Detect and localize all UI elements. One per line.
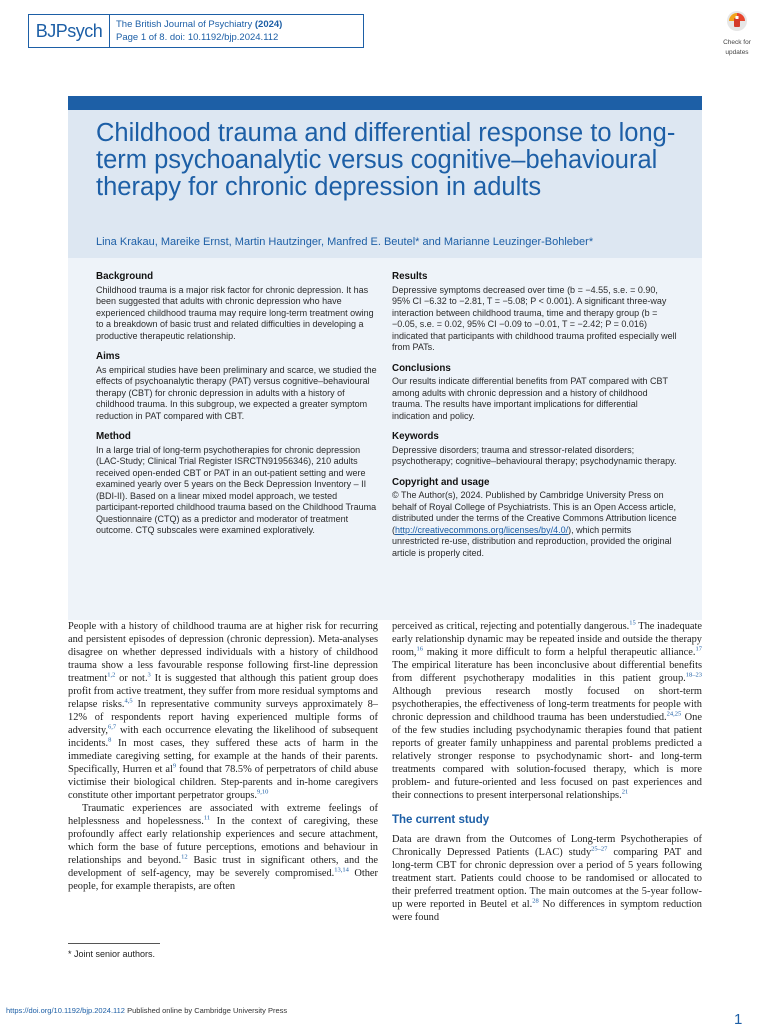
copyright-text-a: © The Author(s), 2024. Published by Cambridge University Press on behalf of Royal College of Psychiatrists. This is an Open Access article, distributed under the terms of the Creative Commons Attribution licence ( xyxy=(392,490,677,535)
badge-label-1: Check for xyxy=(723,39,751,46)
background-heading: Background xyxy=(96,271,154,282)
citation-ref[interactable]: 21 xyxy=(621,788,629,796)
badge-label-2: updates xyxy=(725,48,749,56)
doi-link[interactable]: https://doi.org/10.1192/bjp.2024.112 xyxy=(6,1006,125,1015)
copyright-text xyxy=(392,490,678,559)
citation-ref[interactable]: 25–27 xyxy=(591,845,608,853)
citation-ref[interactable]: 6,7 xyxy=(108,723,117,731)
footnote: * Joint senior authors. xyxy=(68,949,156,959)
body-text: No differences in symptom reduction were found xyxy=(392,899,702,923)
license-link[interactable]: http://creativecommons.org/licenses/by/4.0/ xyxy=(395,524,569,535)
title-accent-bar xyxy=(68,96,702,110)
published-note: Published online by Cambridge University Press xyxy=(124,1006,288,1015)
article-title: Childhood trauma and differential response to long-term psychoanalytic versus cognitive–behavioural therapy for chronic depression in adults xyxy=(96,119,676,201)
body-text: making it more difficult to form a helpful therapeutic alliance. xyxy=(423,647,696,658)
keywords-heading: Keywords xyxy=(392,431,439,442)
body-text: In most cases, they suffered these acts of harm in the immediate caregiving setting, for example at the hands of their parents. Specifically, Hurren et al xyxy=(68,738,378,775)
journal-title-line xyxy=(116,18,357,31)
citation-ref[interactable]: 11 xyxy=(203,814,211,822)
body-text: People with a history of childhood trauma are at higher risk for recurring and persistent episodes of depression (chronic depression). Meta-analyses disagree on whether depressed individuals with a history of childhood trauma show a less favourable response following first-line depression treatment xyxy=(68,621,378,684)
body-text: Traumatic experiences are associated with extreme feelings of helplessness and hopelessness. xyxy=(68,803,378,827)
background-text: Childhood trauma is a major risk factor for chronic depression. It has been suggested that adults with chronic depression who have experienced childhood trauma may require long-term treatment owing to a breakdown of basic trust and related difficulties in developing a productive therapeutic relationship. xyxy=(96,284,374,341)
copyright-heading: Copyright and usage xyxy=(392,476,490,488)
page-number: 1 xyxy=(734,1011,743,1028)
journal-logo[interactable] xyxy=(28,14,110,48)
body-text: with each occurrence elevating the likelihood of subsequent incidents. xyxy=(68,725,378,749)
method-text: In a large trial of long-term psychotherapies for chronic depression (LAC-Study; Clinical Trial Register ISRCTN91956346), 210 adults received open-ended CBT or PAT in an out-patient setting and were examined yearly over 5 years on the Beck Depression Inventory – II (BDI-II). Based on a linear mixed model approach, we tested participant-reported childhood trauma based on the Childhood Trauma Questionnaire (CTQ) as a predictor and moderator of treatment outcome. CTQ subscales were examined exploratively. xyxy=(96,444,377,535)
abstract-left-column xyxy=(96,271,378,546)
logo-text: BJPsych xyxy=(35,20,103,41)
section-heading: The current study xyxy=(392,814,490,826)
citation-ref[interactable]: 17 xyxy=(695,645,702,653)
citation-ref[interactable]: 13,14 xyxy=(334,866,349,874)
body-text: found that 78.5% of perpetrators of child abuse victimise their biological children. Step-parents and in-home caregivers constitute other important perpetrator groups. xyxy=(68,764,378,801)
journal-name: The British Journal of Psychiatry xyxy=(116,19,253,30)
citation-ref[interactable]: 1,2 xyxy=(107,671,116,679)
journal-year: (2024) xyxy=(254,19,283,30)
body-text: It is suggested that although this patient group does profit from active treatment, they suffer from more residual symptoms and relapse risks. xyxy=(68,673,378,710)
citation-ref[interactable]: 18–23 xyxy=(685,671,702,679)
body-text: In the context of caregiving, these profoundly affect early relationship experiences and secure attachment, which form the base of future perceptions, emotions and behaviour in relationships and beyond. xyxy=(68,816,378,866)
footnote-rule xyxy=(68,943,160,944)
body-paragraph xyxy=(68,620,378,802)
body-paragraph xyxy=(392,833,702,924)
check-updates-icon xyxy=(726,10,748,32)
citation-ref[interactable]: 12 xyxy=(181,853,188,861)
page-info: Page 1 of 8. doi: 10.1192/bjp.2024.112 xyxy=(116,32,279,43)
citation-ref[interactable]: 16 xyxy=(416,645,424,653)
conclusions-text: Our results indicate differential benefits from PAT compared with CBT among adults with chronic depression and a history of childhood trauma. The results have important implications for differential indication and policy. xyxy=(392,376,668,421)
results-text: Depressive symptoms decreased over time (b = −4.55, s.e. = 0.90, 95% CI −6.32 to −2.81, T = −5.08; P < 0.001). A significant three-way interaction between childhood trauma, time and therapy group (b = −0.05, s.e. = 0.02, 95% CI −0.09 to −0.01, T = −2.42; P = 0.016) indicated that participants with childhood trauma profited especially well from PATs. xyxy=(392,284,677,352)
body-text: comparing PAT and long-term CBT for chronic depression over a period of 5 years following treatment start. Patients could choose to be randomised or allocated to their preferred treatment option. The main outcomes at the 5-year follow-up were reported in Beutel et al. xyxy=(392,847,702,910)
citation-ref[interactable]: 3 xyxy=(147,671,151,679)
body-text: Other people, for example therapists, are often xyxy=(68,868,378,892)
citation-ref[interactable]: 9,10 xyxy=(257,788,269,796)
body-text: One of the few studies including psychodynamic therapies found that patient reports of greater family unhappiness and parental problems predicted a relatively stronger response to psychodynamic short- and long-term treatments compared with solution-focused therapy, which is more problem- and future-oriented and less focused on past experiences and their connections to present interpersonal relationships. xyxy=(392,712,702,801)
body-text: The empirical literature has been inconclusive about differential benefits from different psychotherapy modalities in this patient group. xyxy=(392,660,702,684)
method-heading: Method xyxy=(96,431,131,442)
journal-info xyxy=(110,14,364,48)
aims-text: As empirical studies have been preliminary and scarce, we studied the effects of psychoanalytic therapy (PAT) versus cognitive–behavioural therapy (CBT) for chronic depression in adults with a history of childhood trauma. In this subgroup, we expected a greater symptom reduction in PAT compared with CBT. xyxy=(96,364,377,421)
abstract-right-column xyxy=(392,271,678,568)
body-text: or not. xyxy=(115,673,148,684)
citation-ref[interactable]: 9 xyxy=(172,762,177,770)
body-left-column xyxy=(68,620,378,893)
copyright-text-b: ), which permits unrestricted re-use, distribution and reproduction, provided the original article is properly cited. xyxy=(392,524,672,558)
keywords-text: Depressive disorders; trauma and stressor-related disorders; psychotherapy; cognitive–behavioural therapy; psychodynamic therapy. xyxy=(392,444,677,466)
conclusions-heading: Conclusions xyxy=(392,362,451,374)
check-for-updates-badge[interactable] xyxy=(714,10,760,56)
body-text: Data are drawn from the Outcomes of Long-term Psychotherapies of Chronically Depressed Patients (LAC) study xyxy=(392,834,702,858)
citation-ref[interactable]: 24,25 xyxy=(666,710,682,718)
body-right-column xyxy=(392,620,702,924)
citation-ref[interactable]: 4,5 xyxy=(124,697,133,705)
body-text: perceived as critical, rejecting and potentially dangerous. xyxy=(392,621,630,632)
body-paragraph xyxy=(68,802,378,893)
body-text: The inadequate early relationship dynamic may be repeated inside and outside the therapy room, xyxy=(392,621,703,658)
doi-footer xyxy=(6,1006,287,1015)
body-text: Basic trust in significant others, and the development of self-agency, may be severely compromised. xyxy=(68,855,379,879)
citation-ref[interactable]: 28 xyxy=(532,897,539,905)
author-list: Lina Krakau, Mareike Ernst, Martin Hautzinger, Manfred E. Beutel* and Marianne Leuzinger-Bohleber* xyxy=(96,236,594,248)
results-heading: Results xyxy=(392,271,428,282)
citation-ref[interactable]: 8 xyxy=(108,736,112,744)
body-text: Although previous research mostly focused on short-term psychotherapies, the effectiveness of long-term treatments for people with chronic depression and childhood trauma has been understudied. xyxy=(392,686,702,723)
body-text: In representative community surveys approximately 8–12% of respondents report having experienced multiple forms of adversity, xyxy=(68,699,378,736)
aims-heading: Aims xyxy=(96,351,120,362)
citation-ref[interactable]: 15 xyxy=(629,619,636,627)
body-paragraph xyxy=(392,620,702,802)
